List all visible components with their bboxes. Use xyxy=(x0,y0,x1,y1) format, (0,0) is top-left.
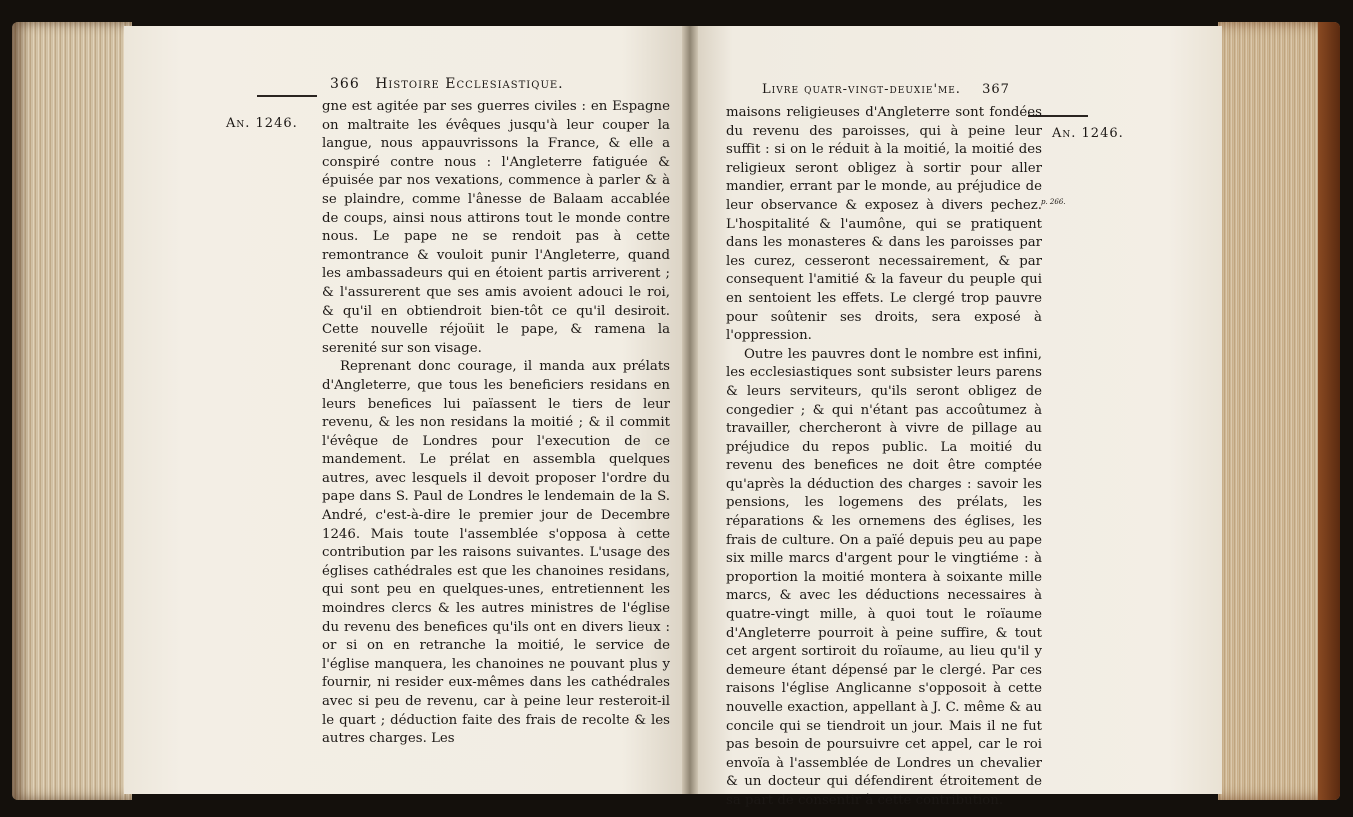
left-paragraph-1: gne est agitée par ses guerres civiles : en Espagne on maltraite les évêques jusqu'à leur couper la langue, nous appauvrissons la France, & elle a conspiré contre nous : l'Angleterre fatiguée & épuisée par nos vexations, commence à parler & à se plaindre, comme l'ânesse de Balaam accablée de coups, ainsi nous attirons tout le monde contre nous. Le pape ne se rendoit pas à cette remontrance & vouloit punir l'Angleterre, quand les ambassadeurs qui en étoient partis arriverent ; & l'assurerent que ses amis avoient adouci le roi, & qu'il en obtiendroit bien-tôt ce qu'il desiroit. Cette nouvelle réjoüit le pape, & ramena la serenité sur son visage. xyxy=(322,99,670,356)
book-gutter xyxy=(682,26,698,794)
right-running-head xyxy=(762,82,1010,97)
right-margin-note: p. 266. xyxy=(1041,198,1066,206)
right-paragraph-2: Outre les pauvres dont le nombre est infini, les ecclesiastiques sont subsister leurs parens & leurs serviteurs, qu'ils seront obligez de congedier ; & qui n'étant pas accoûtumez à travailler, chercheront à vivre de pillage au préjudice du repos public. La moitié du revenu des benefices ne doit être comptée qu'après la déduction des charges : savoir les pensions, les logemens des prélats, les réparations & les ornemens des églises, les frais de culture. On a païé depuis peu au pape six mille marcs d'argent pour le vingtiéme : à proportion la moitié montera à soixante mille marcs, & avec les déductions necessaires à quatre-vingt mille, à quoi tout le roïaume d'Angleterre pourroit à peine suffire, & tout cet argent sortiroit du roïaume, au lieu qu'il y demeure étant dépensé par le clergé. Par ces raisons l'église Anglicanne s'opposoit à cette nouvelle exaction, appellant à J. C. même & au concile qui se tiendroit un jour. Mais il ne fut pas besoin de poursuivre cet appel, car le roi envoïa à l'assemblée de Londres un chevalier & un docteur qui défendirent étroitement de sa part de consentir à cette contribution. xyxy=(726,346,1042,808)
right-body-text xyxy=(726,104,1042,811)
right-page-edges xyxy=(1218,22,1340,800)
right-page-number: 367 xyxy=(982,82,1010,97)
left-page-number: 366 xyxy=(330,76,360,92)
left-margin-year: An. 1246. xyxy=(226,116,298,131)
left-margin-rule xyxy=(257,95,317,97)
right-margin-year: An. 1246. xyxy=(1052,126,1124,141)
right-paragraph-1: maisons religieuses d'Angleterre sont fondées du revenu des paroisses, qui à peine leur suffit : si on le réduit à la moitié, la moitié des religieux seront obligez à sortir pour aller mandier, errant par le monde, au préjudice de leur observance & exposez à divers pechez. L'hospitalité & l'aumône, qui se pratiquent dans les monasteres & dans les paroisses par les curez, cesseront necessairement, & par consequent l'amitié & la faveur du peuple qui en sentoient les effets. Le clergé trop pauvre pour soûtenir ses droits, sera exposé à l'oppression. xyxy=(726,105,1042,344)
left-paragraph-2: Reprenant donc courage, il manda aux prélats d'Angleterre, que tous les beneficiers residans en leurs benefices lui païassent le tiers de leur revenu, & les non residans la moitié ; & il commit l'évêque de Londres pour l'execution de ce mandement. Le prélat en assembla quelques autres, avec lesquels il devoit proposer l'ordre du pape dans S. Paul de Londres le lendemain de la S. André, c'est-à-dire le premier jour de Decembre 1246. Mais toute l'assemblée s'opposa à cette contribution par les raisons suivantes. L'usage des églises cathédrales est que les chanoines residans, qui sont peu en quelques-unes, entretiennent les moindres clercs & les autres ministres de l'église du revenu des benefices qu'ils ont en divers lieux : or si on en retranche la moitié, le service de l'église manquera, les chanoines ne pouvant plus y fournir, ni resider eux-mêmes dans les cathédrales avec si peu de revenu, car à peine leur resteroit-il le quart ; déduction faite des frais de recolte & les autres charges. Les xyxy=(322,359,670,747)
left-body-text xyxy=(322,98,670,749)
right-running-title: Livre quatr-vingt-deuxie'me. xyxy=(762,82,961,97)
left-running-head xyxy=(330,76,564,92)
left-page-edges xyxy=(12,22,132,800)
left-running-title: Histoire Ecclesiastique. xyxy=(375,76,564,92)
